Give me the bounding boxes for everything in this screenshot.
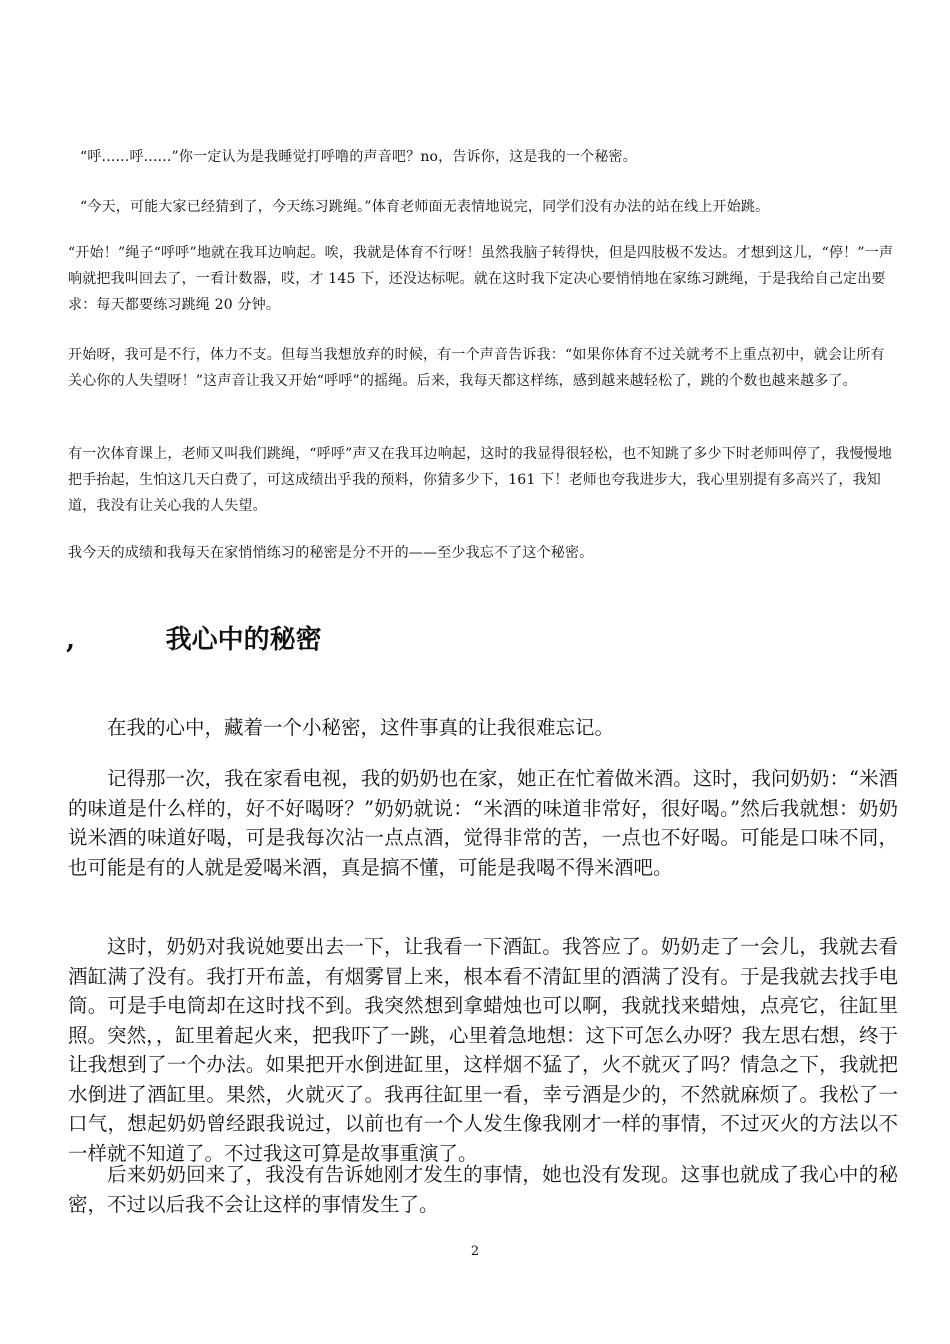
paragraph-2: “今天，可能大家已经猜到了，今天练习跳绳。”体育老师面无表情地说完，同学们没有办法的站在线上开始跳。	[80, 199, 770, 215]
paragraph-3: “开始！”绳子“呼呼”地就在我耳边响起。唉，我就是体育不行呀！虽然我脑子转得快，但是四肢极不发达。才想到这儿，“停！”一声响就把我叫回去了，一看计数器，哎，才 145 下，还没达标呢。就在这时我下定决心要悄悄地在家练习跳绳，于是我给自己定出要求：每天都要练习跳绳 20 分钟。	[68, 245, 894, 313]
essay-paragraph-4: 后来奶奶回来了，我没有告诉她刚才发生的事情，她也没有发现。这事也就成了我心中的秘密，不过以后我不会让这样的事情发生了。	[68, 1163, 898, 1216]
essay-paragraph-1: 在我的心中，藏着一个小秘密，这件事真的让我很难忘记。	[107, 716, 615, 739]
paragraph-6: 我今天的成绩和我每天在家悄悄练习的秘密是分不开的——至少我忘不了这个秘密。	[68, 545, 594, 561]
page-number: 2	[470, 1244, 480, 1259]
essay-paragraph-3: 这时，奶奶对我说她要出去一下，让我看一下酒缸。我答应了。奶奶走了一会儿，我就去看酒缸满了没有。我打开布盖，有烟雾冒上来，根本看不清缸里的酒满了没有。于是我就去找手电筒。可是手电筒却在这时找不到。我突然想到拿蜡烛也可以啊，我就找来蜡烛，点亮它，往缸里照。突然，，缸里着起火来，把我吓了一跳，心里着急地想：这下可怎么办呀？我左思右想，终于让我想到了一个办法。如果把开水倒进缸里，这样烟不猛了，火不就灭了吗？情急之下，我就把水倒进了酒缸里。果然，火就灭了。我再往缸里一看，幸亏酒是少的，不然就麻烦了。我松了一口气，想起奶奶曾经跟我说过，以前也有一个人发生像我刚才一样的事情，不过灭火的方法以不一样就不知道了。不过我这可算是故事重演了。	[68, 935, 898, 1165]
essay-paragraph-2: 记得那一次，我在家看电视，我的奶奶也在家，她正在忙着做米酒。这时，我问奶奶：“米酒的味道是什么样的，好不好喝呀？”奶奶就说：“米酒的味道非常好，很好喝。”然后我就想：奶奶说米酒的味道好喝，可是我每次沾一点点酒，觉得非常的苦，一点也不好喝。可能是口味不同，也可能是有的人就是爱喝米酒，真是搞不懂，可能是我喝不得米酒吧。	[68, 767, 898, 879]
paragraph-5: 有一次体育课上，老师又叫我们跳绳，“呼呼”声又在我耳边响起，这时的我显得很轻松，也不知跳了多少下时老师叫停了，我慢慢地把手抬起，生怕这几天白费了，可这成绩出乎我的预料，你猜多少下，161 下！老师也夸我进步大，我心里别提有多高兴了，我知道，我没有让关心我的人失望。	[68, 446, 893, 514]
essay-title: , 我心中的秘密	[66, 625, 322, 655]
paragraph-1: “呼......呼......”你一定认为是我睡觉打呼噜的声音吧？no，告诉你，这是我的一个秘密。	[80, 149, 637, 165]
paragraph-4: 开始呀，我可是不行，体力不支。但每当我想放弃的时候，有一个声音告诉我：“如果你体育不过关就考不上重点初中，就会让所有关心你的人失望呀！”这声音让我又开始“呼呼”的摇绳。后来，我每天都这样练，感到越来越轻松了，跳的个数也越来越多了。	[68, 347, 885, 389]
